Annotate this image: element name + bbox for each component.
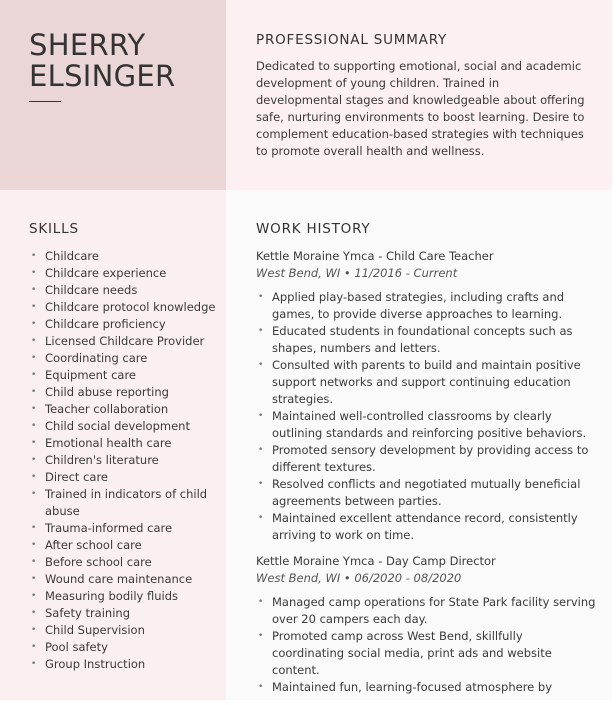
skill-item: • Childcare experience xyxy=(29,265,219,282)
job-meta: West Bend, WI • 06/2020 - 08/2020 xyxy=(256,571,462,585)
skill-item: • Childcare needs xyxy=(29,282,219,299)
summary-text: Dedicated to supporting emotional, social and academic development of young children. Trained in developmental stages and knowledgeable about offering safe, nurturing environments to boost learning. Desire to complement education-based strategies with techniques to promote overall health and wellness. xyxy=(256,59,585,158)
skills-list xyxy=(29,248,219,673)
skill-item: • Trauma-informed care xyxy=(29,520,219,537)
job-bullet: • Maintained excellent attendance record, consistently arriving to work on time. xyxy=(256,510,596,544)
skill-item: • Licensed Childcare Provider xyxy=(29,333,219,350)
skill-item: • Pool safety xyxy=(29,639,219,656)
job-bullet: • Consulted with parents to build and maintain positive support networks and support continuing education strategies. xyxy=(256,357,596,408)
skill-item: • Child Supervision xyxy=(29,622,219,639)
job-bullet: • Promoted camp across West Bend, skillfully coordinating social media, print ads and website content. xyxy=(256,628,596,679)
skill-item: • Safety training xyxy=(29,605,219,622)
skill-item: • Trained in indicators of child abuse xyxy=(29,486,219,520)
skill-item: • Emotional health care xyxy=(29,435,219,452)
job-title: Kettle Moraine Ymca - Day Camp Director xyxy=(256,554,496,568)
skill-item: • Child abuse reporting xyxy=(29,384,219,401)
skill-item: • Teacher collaboration xyxy=(29,401,219,418)
skill-item: • Children's literature xyxy=(29,452,219,469)
job-entry xyxy=(256,248,596,544)
summary-heading: PROFESSIONAL SUMMARY xyxy=(256,32,448,48)
skill-item: • After school care xyxy=(29,537,219,554)
skill-item: • Group Instruction xyxy=(29,656,219,673)
work-history xyxy=(256,248,596,705)
job-meta: West Bend, WI • 11/2016 - Current xyxy=(256,266,458,280)
job-bullet: • Educated students in foundational concepts such as shapes, numbers and letters. xyxy=(256,323,596,357)
skill-item: • Before school care xyxy=(29,554,219,571)
job-bullets xyxy=(256,594,596,696)
job-title: Kettle Moraine Ymca - Child Care Teacher xyxy=(256,249,494,263)
job-bullet: • Promoted sensory development by providing access to different textures. xyxy=(256,442,596,476)
skill-item: • Direct care xyxy=(29,469,219,486)
skill-item: • Childcare xyxy=(29,248,219,265)
job-bullet: • Applied play-based strategies, including crafts and games, to provide diverse approaches to learning. xyxy=(256,289,596,323)
first-name: SHERRY xyxy=(29,28,146,62)
skill-item: • Wound care maintenance xyxy=(29,571,219,588)
skill-item: • Equipment care xyxy=(29,367,219,384)
job-bullet: • Managed camp operations for State Park facility serving over 20 campers each day. xyxy=(256,594,596,628)
skill-item: • Child social development xyxy=(29,418,219,435)
job-bullet: • Maintained well-controlled classrooms by clearly outlining standards and reinforcing positive behaviors. xyxy=(256,408,596,442)
candidate-name xyxy=(29,30,175,92)
skill-item: • Coordinating care xyxy=(29,350,219,367)
last-name: ELSINGER xyxy=(29,59,176,93)
job-bullets xyxy=(256,289,596,544)
job-bullet: • Maintained fun, learning-focused atmosphere by xyxy=(256,679,596,696)
skill-item: • Measuring bodily fluids xyxy=(29,588,219,605)
skill-item: • Childcare protocol knowledge xyxy=(29,299,219,316)
name-divider xyxy=(29,101,61,102)
skill-item: • Childcare proficiency xyxy=(29,316,219,333)
job-bullet: • Resolved conflicts and negotiated mutually beneficial agreements between parties. xyxy=(256,476,596,510)
skills-heading: SKILLS xyxy=(29,221,79,237)
work-heading: WORK HISTORY xyxy=(256,221,371,237)
job-entry xyxy=(256,553,596,696)
